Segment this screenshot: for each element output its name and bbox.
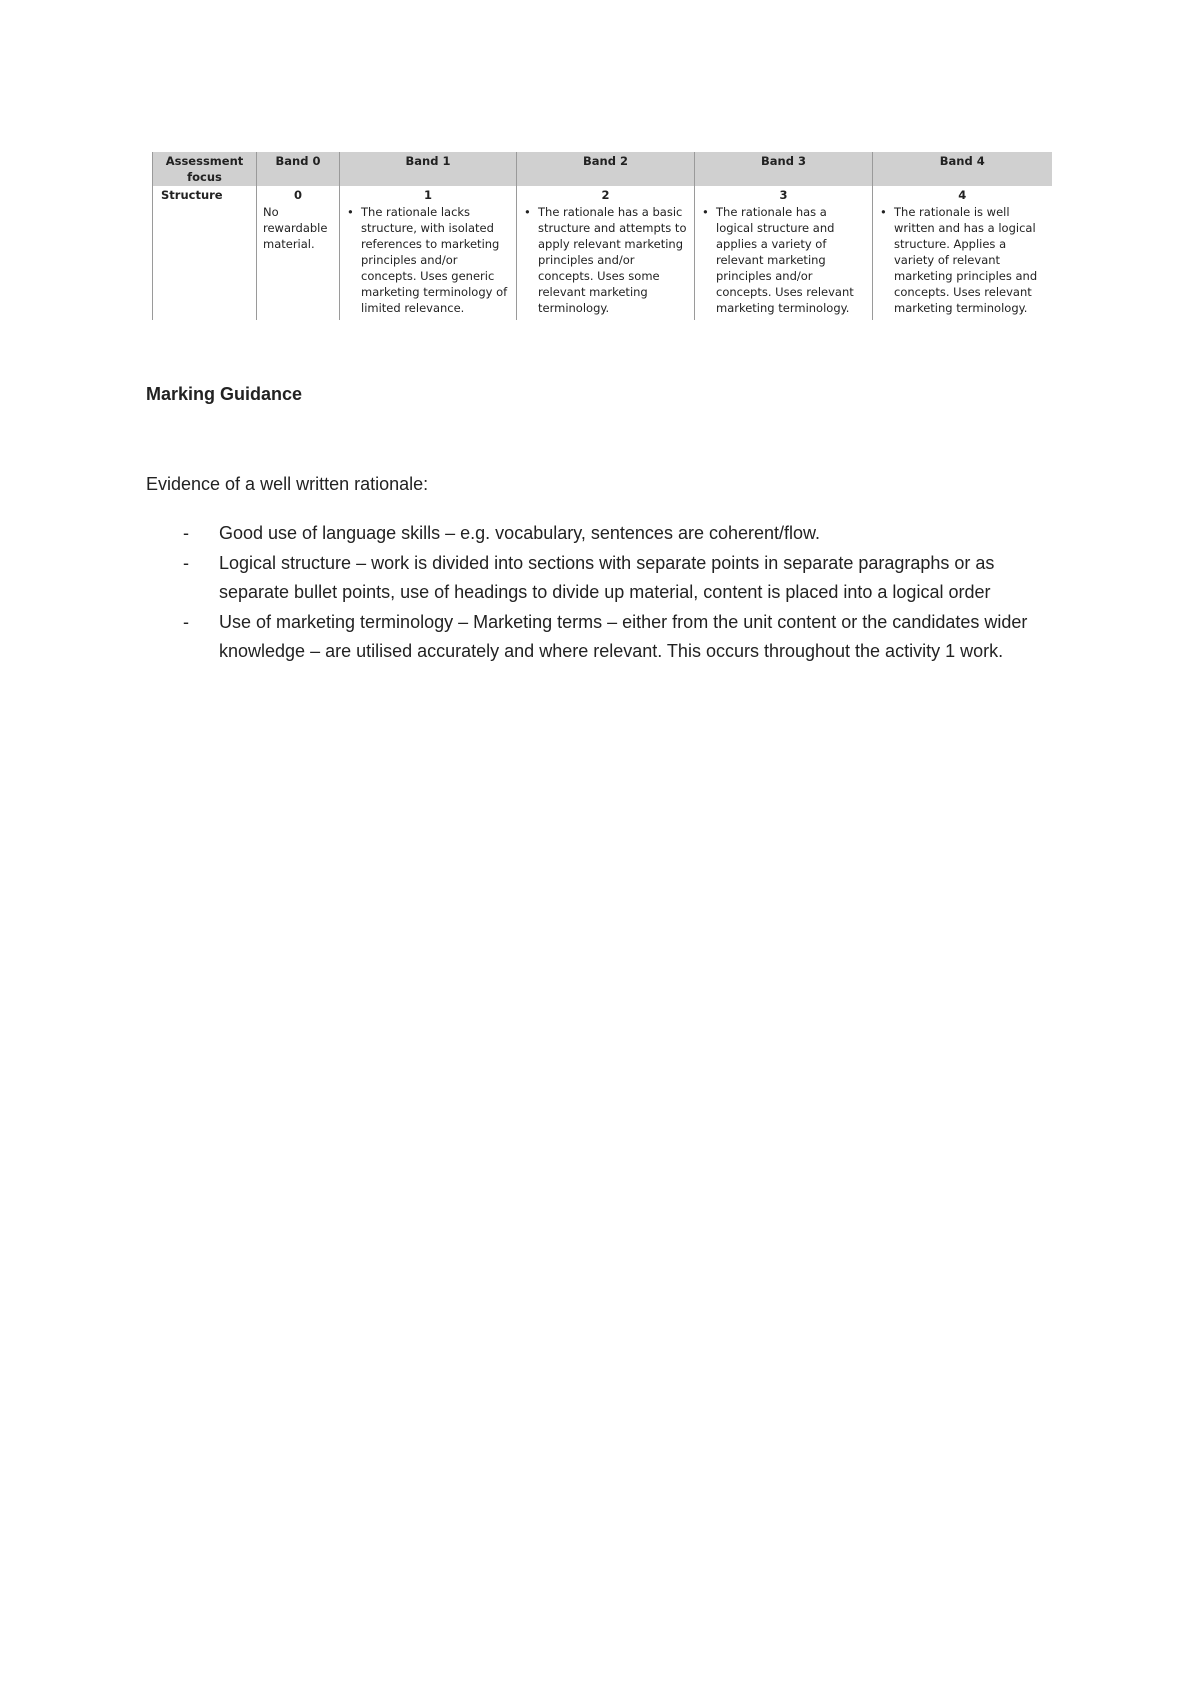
band-2-score: 2 xyxy=(601,188,610,202)
band-1-description: The rationale lacks structure, with isolated references to marketing principles and/or concepts. Uses generic marketing terminology of limited relevance. xyxy=(361,205,508,315)
header-band-0: Band 0 xyxy=(257,152,340,186)
band-3-description: The rationale has a logical structure and applies a variety of relevant marketing principles and/or concepts. Uses relevant marketing terminology. xyxy=(716,205,854,315)
band-3-score: 3 xyxy=(779,188,788,202)
band-4-score: 4 xyxy=(958,188,967,202)
dash-marker: - xyxy=(183,611,189,632)
band-2-description: The rationale has a basic structure and attempts to apply relevant marketing principles and/or concepts. Uses some relevant marketing terminology. xyxy=(538,205,687,315)
band-2-cell xyxy=(517,186,695,320)
rubric-header-row xyxy=(153,152,1052,186)
band-4-cell xyxy=(873,186,1052,320)
guidance-item-structure: Logical structure – work is divided into sections with separate points in separate paragraphs or as separate bullet points, use of headings to divide up material, content is placed into a logical order xyxy=(219,552,995,602)
header-band-4: Band 4 xyxy=(873,152,1052,186)
band-1-cell xyxy=(340,186,517,320)
bullet-icon: • xyxy=(524,205,531,219)
list-item xyxy=(146,519,1066,549)
assessment-rubric-table xyxy=(152,152,1052,320)
guidance-item-terminology: Use of marketing terminology – Marketing terms – either from the unit content or the candidates wider knowledge – are utilised accurately and where relevant. This occurs throughout the activity 1 work. xyxy=(219,611,1028,661)
marking-guidance-heading: Marking Guidance xyxy=(146,384,303,404)
dash-marker: - xyxy=(183,552,189,573)
guidance-intro: Evidence of a well written rationale: xyxy=(146,474,429,494)
header-band-1: Band 1 xyxy=(340,152,517,186)
header-assessment-focus: Assessment focus xyxy=(153,152,257,186)
header-band-2: Band 2 xyxy=(517,152,695,186)
header-band-3: Band 3 xyxy=(695,152,873,186)
band-1-score: 1 xyxy=(423,188,432,202)
band-0-score: 0 xyxy=(293,188,302,202)
band-0-description: No rewardable material. xyxy=(263,205,328,251)
rubric-structure-row xyxy=(153,186,1052,320)
dash-marker: - xyxy=(183,523,189,543)
guidance-item-language: Good use of language skills – e.g. vocabulary, sentences are coherent/flow. xyxy=(219,523,821,543)
band-4-description: The rationale is well written and has a logical structure. Applies a variety of relevant marketing principles and concepts. Uses relevant marketing terminology. xyxy=(894,205,1038,315)
guidance-list xyxy=(146,519,1066,667)
band-3-cell xyxy=(695,186,873,320)
list-item xyxy=(146,549,1066,608)
list-item xyxy=(146,608,1066,667)
bullet-icon: • xyxy=(702,205,709,219)
focus-structure: Structure xyxy=(153,186,257,320)
bullet-icon: • xyxy=(347,205,354,219)
bullet-icon: • xyxy=(880,205,887,219)
band-0-cell xyxy=(257,186,340,320)
